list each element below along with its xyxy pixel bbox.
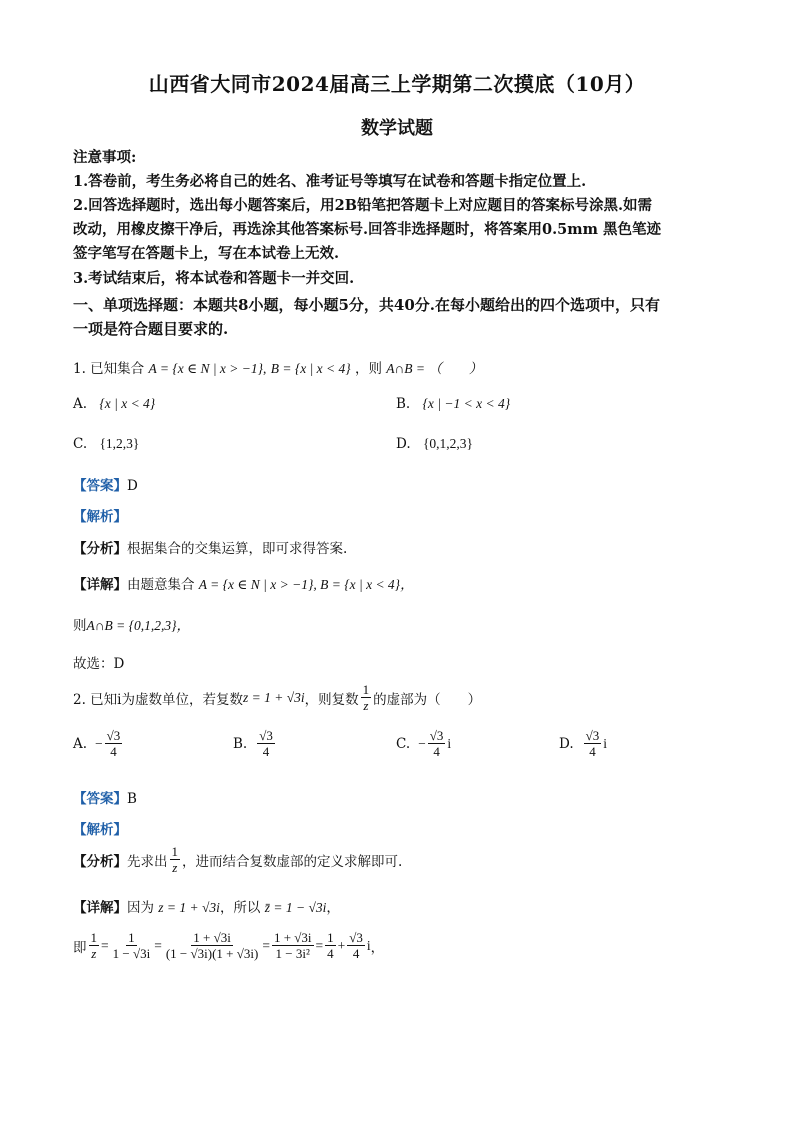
q1-detail — [73, 573, 414, 593]
option-label: C. — [396, 735, 411, 752]
plus-sign: + — [337, 937, 346, 953]
minus-sign: − — [418, 735, 426, 751]
q1-option-b — [396, 396, 510, 412]
q2-stem-prefix: 2. 已知i为虚数单位，若复数 — [73, 691, 243, 708]
option-fraction — [428, 728, 446, 759]
q2-option-a — [73, 728, 124, 759]
option-value: {x | x < 4} — [99, 396, 156, 411]
analysis-tag: 【解析】 — [73, 509, 127, 525]
q1-answer — [73, 474, 138, 494]
fraction-numerator: √3 — [259, 728, 273, 743]
derivation-frac-1 — [89, 930, 100, 961]
fenxi-fraction — [170, 844, 181, 875]
fraction-denominator: 4 — [433, 744, 440, 759]
derivation-ji: 即 — [73, 939, 87, 956]
derivation-frac-5 — [325, 930, 336, 961]
detail-tag: 【详解】 — [73, 900, 127, 916]
q2-detail — [73, 896, 340, 916]
derivation-tail: ， — [370, 939, 385, 956]
fraction-numerator: √3 — [429, 728, 444, 743]
derivation-frac-3 — [164, 930, 260, 961]
fraction-numerator: 1 + √3i — [193, 930, 231, 945]
note-2-line-2: 改动，用橡皮擦干净后，再选涂其他答案标号.回答非选择题时，将答案用0.5mm 黑色笔迹 — [73, 221, 662, 238]
detail-tag: 【详解】 — [73, 577, 127, 593]
q2-fraction — [361, 682, 372, 713]
section-1-line-1: 一、单项选择题：本题共8小题，每小题5分，共40分.在每小题给出的四个选项中，只有 — [73, 296, 660, 314]
fraction-numerator: √3 — [585, 728, 600, 743]
q2-stem — [73, 682, 481, 713]
fraction-numerator: 1 — [327, 930, 334, 945]
q1-option-d — [396, 436, 473, 452]
fenxi-tag: 【分析】 — [73, 541, 127, 557]
q2-option-d — [559, 728, 607, 759]
imaginary-unit: i — [447, 735, 452, 751]
q2-stem-mid: ，则复数 — [304, 691, 359, 708]
q2-stem-suffix: 的虚部为（ ） — [373, 691, 482, 708]
detail-z: z = 1 + √3i — [158, 900, 220, 915]
note-2-line-3: 签字笔写在答题卡上，写在本试卷上无效. — [73, 245, 340, 262]
fraction-numerator: 1 — [128, 930, 135, 945]
q1-set-b: B = {x | x < 4} — [270, 361, 351, 376]
option-label: B. — [396, 396, 411, 412]
equals-sign: = — [154, 937, 162, 953]
q1-choose: 故选：D — [73, 656, 125, 672]
notes-heading: 注意事项: — [73, 149, 137, 166]
answer-tag: 【答案】 — [73, 791, 127, 807]
q1-analysis-tag — [73, 505, 127, 525]
fraction-denominator: 4 — [262, 744, 270, 759]
fenxi-prefix: 先求出 — [127, 853, 168, 870]
q1-set-a: A = {x ∈ N | x > −1} — [148, 361, 264, 376]
imaginary-unit: i — [366, 937, 371, 953]
fraction-numerator: 1 — [171, 844, 178, 859]
note-2-line-1: 2.回答选择题时，选出每小题答案后，用2B铅笔把答题卡上对应题目的答案标号涂黑.如需 — [73, 197, 653, 214]
detail-sets: A = {x ∈ N | x > −1}, B = {x | x < 4}， — [198, 577, 414, 592]
derivation-frac-2 — [111, 930, 153, 961]
equals-sign: = — [262, 937, 270, 953]
q2-analysis-tag — [73, 818, 127, 838]
q2-z-expr: z = 1 + √3i — [243, 689, 305, 705]
fraction-numerator: √3 — [106, 728, 121, 743]
imaginary-unit: i — [603, 735, 608, 751]
equals-sign: = — [315, 937, 324, 953]
fraction-denominator: 1 − √3i — [112, 946, 151, 961]
fraction-denominator: (1 − √3i)(1 + √3i) — [165, 946, 259, 961]
detail-zbar: z̄ = 1 − √3i — [264, 900, 327, 915]
q1-stem-mid: ，则 — [354, 361, 382, 377]
q1-fenxi — [73, 537, 347, 557]
note-3: 3.考试结束后，将本试卷和答题卡一并交回. — [73, 270, 355, 287]
q1-result — [73, 614, 190, 634]
option-label: A. — [73, 396, 88, 412]
option-value: {0,1,2,3} — [422, 436, 474, 451]
result-prefix: 则 — [73, 618, 87, 634]
equals-sign: = — [101, 937, 109, 953]
q1-ask: A∩B = （ ） — [386, 361, 483, 376]
section-1-line-2: 一项是符合题目要求的. — [73, 320, 229, 338]
detail-prefix: 由题意集合 — [127, 577, 195, 593]
answer-tag: 【答案】 — [73, 478, 127, 494]
fraction-denominator: 4 — [327, 946, 334, 961]
detail-so: ，所以 — [219, 900, 261, 916]
page-subtitle: 数学试题 — [361, 118, 433, 139]
fraction-denominator: z — [91, 946, 97, 961]
option-value: {1,2,3} — [99, 436, 140, 451]
minus-sign: − — [95, 735, 103, 751]
fenxi-tag: 【分析】 — [73, 853, 127, 870]
fenxi-text: 根据集合的交集运算，即可求得答案. — [127, 541, 348, 557]
option-label: D. — [559, 735, 574, 752]
analysis-tag: 【解析】 — [73, 822, 127, 838]
option-value: {x | −1 < x < 4} — [422, 396, 511, 411]
option-label: B. — [233, 735, 248, 752]
q1-option-c — [73, 436, 139, 452]
option-fraction — [584, 728, 602, 759]
answer-value: B — [127, 791, 137, 807]
option-fraction — [257, 728, 275, 759]
option-label: D. — [396, 436, 411, 452]
q2-option-b — [233, 728, 277, 759]
fraction-denominator: z — [363, 698, 369, 713]
detail-end: ， — [326, 900, 340, 916]
option-fraction — [105, 728, 123, 759]
q2-option-c — [396, 728, 451, 759]
fraction-numerator: 1 + √3i — [273, 930, 312, 945]
option-label: A. — [73, 735, 88, 752]
q2-derivation — [73, 930, 384, 961]
option-label: C. — [73, 436, 88, 452]
q2-answer — [73, 787, 137, 807]
detail-because: 因为 — [127, 900, 154, 916]
fraction-denominator: 4 — [352, 946, 360, 961]
note-1: 1.答卷前，考生务必将自己的姓名、准考证号等填写在试卷和答题卡指定位置上. — [73, 173, 587, 190]
fraction-denominator: z — [172, 860, 178, 875]
q1-option-a — [73, 396, 155, 412]
q1-stem-prefix: 1. 已知集合 — [73, 361, 145, 377]
fenxi-suffix: ，进而结合复数虚部的定义求解即可. — [182, 853, 403, 870]
fraction-denominator: 1 − 3i² — [275, 946, 310, 961]
fraction-denominator: 4 — [589, 744, 596, 759]
q1-stem: 1. 已知集合 A = {x ∈ N | x > −1}, B = {x | x < 4} ，则 A∩B = （ ） — [73, 361, 483, 377]
fraction-numerator: √3 — [349, 930, 363, 945]
fraction-numerator: 1 — [362, 682, 370, 697]
result-expr: A∩B = {0,1,2,3}， — [86, 618, 191, 633]
answer-value: D — [127, 478, 138, 494]
fraction-denominator: 4 — [110, 744, 117, 759]
fraction-numerator: 1 — [90, 930, 97, 945]
derivation-frac-4 — [272, 930, 314, 961]
derivation-frac-6 — [347, 930, 365, 961]
page-title: 山西省大同市2024届高三上学期第二次摸底（10月） — [148, 72, 646, 96]
q2-fenxi — [73, 844, 402, 875]
